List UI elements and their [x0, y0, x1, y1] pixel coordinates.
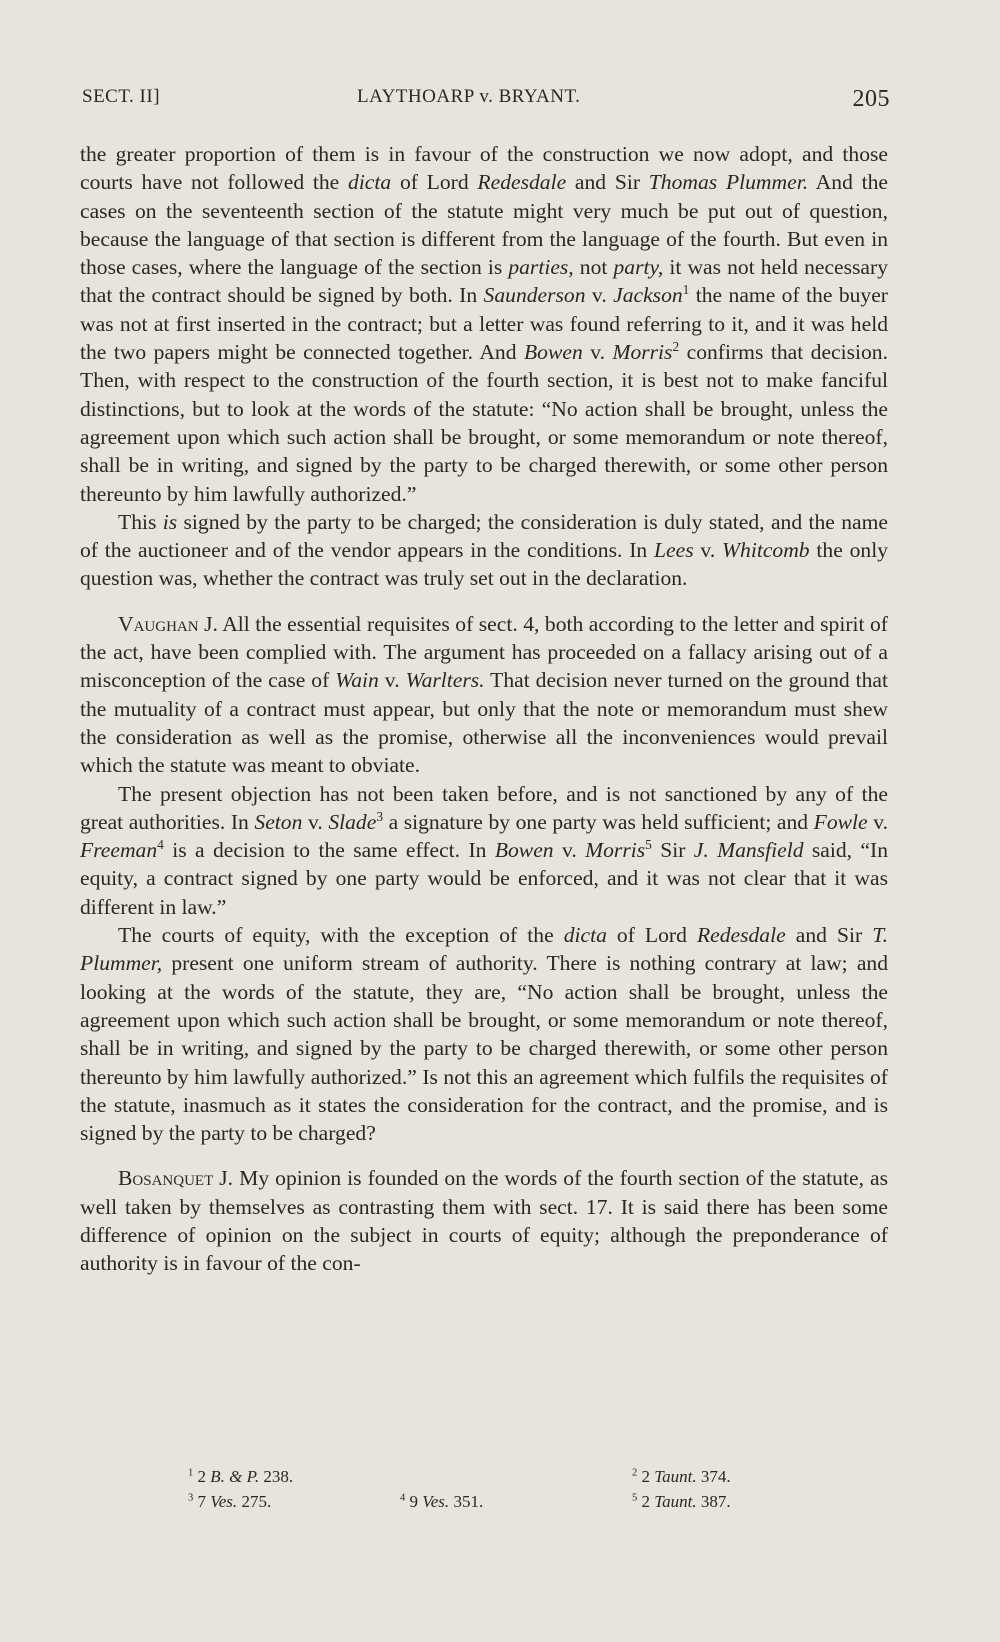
italic-text: Jackson — [613, 283, 683, 308]
text-run: v. — [378, 668, 406, 693]
text-run: v. — [553, 838, 586, 863]
italic-text: Lees — [654, 538, 694, 563]
italic-text: Fowle — [813, 809, 868, 834]
text-run: v. — [585, 283, 614, 308]
italic-text: dicta — [563, 923, 607, 948]
text-run: the name of the buyer was not at first inserted in the contract; but a letter was found referring to it, and it was held the two papers might be connected together. And — [80, 283, 888, 365]
italic-text: Seton — [254, 809, 303, 834]
italic-text: Wain — [335, 668, 379, 693]
text-run: 374. — [696, 1467, 731, 1486]
italic-text: J. Mansfield — [693, 838, 804, 863]
italic-text: Warlters. — [405, 668, 485, 693]
text-run: 2 — [637, 1467, 655, 1486]
italic-text: Thomas Plummer. — [648, 170, 809, 195]
body-text — [80, 140, 888, 1278]
text-run: Sir — [651, 838, 694, 863]
text-run: 2 — [637, 1492, 655, 1511]
text-run: 238. — [259, 1467, 294, 1486]
text-run: 9 — [405, 1492, 423, 1511]
page-number: 205 — [852, 86, 890, 112]
text-run: and Sir — [785, 923, 873, 948]
text-run: and Sir — [566, 170, 649, 195]
text-run: said, “In equity, a contract signed by one party would be enforced, and it was not clear that it was different in law.” — [80, 838, 888, 919]
text-run: the greater proportion of them is in favour of the construction we now adopt, and those courts have not followed the — [80, 142, 888, 195]
footnote-mark: 5 — [632, 1492, 638, 1504]
footnote-ref: 3 — [376, 808, 383, 824]
judge-name: Bosanquet — [118, 1166, 214, 1191]
text-run: And the cases on the seventeenth section of the statute might very much be put out of question, because the language of that section is different from the language of the fourth. But even in those cases, where the language of the section is — [80, 170, 888, 280]
italic-text: party, — [613, 255, 664, 280]
text-run: not — [573, 255, 614, 280]
italic-text: Redesdale — [477, 170, 567, 195]
italic-text: Bowen — [494, 838, 554, 863]
footnote — [400, 1489, 483, 1514]
italic-text: parties, — [508, 255, 574, 280]
footnote-mark: 1 — [188, 1467, 194, 1479]
text-run: J. My opinion is founded on the words of the fourth section of the statute, as well taken by themselves as contrasting them with sect. 17. It is said there has been some difference of opinion on the subject in courts of equity; although the preponderance of authority is in favour of the con- — [80, 1166, 888, 1276]
text-run: v. — [867, 809, 889, 834]
italic-text: is — [162, 509, 178, 534]
text-run: The courts of equity, with the exception of the — [118, 923, 564, 948]
text-run: 351. — [449, 1492, 484, 1511]
footnote — [632, 1464, 731, 1489]
italic-text: Morris — [585, 838, 646, 863]
section-marker: SECT. II] — [82, 86, 161, 107]
text-run: 387. — [696, 1492, 731, 1511]
italic-text: B. & P. — [210, 1467, 260, 1486]
footnote — [632, 1489, 731, 1514]
text-run: The present objection has not been taken before, and is not sanctioned by any of the great authorities. In — [80, 781, 888, 834]
text-run: signed by the party to be charged; the consideration is duly stated, and the name of the auctioneer and of the vendor appears in the conditions. In — [80, 509, 888, 563]
italic-text: Bowen — [523, 340, 583, 365]
footnotes — [80, 1464, 888, 1516]
text-run: v. — [582, 340, 613, 365]
italic-text: Ves. — [422, 1492, 450, 1511]
footnote-mark: 4 — [400, 1492, 406, 1504]
text-run: v. — [302, 809, 329, 834]
italic-text: Ves. — [210, 1492, 238, 1511]
text-run: 2 — [193, 1467, 211, 1486]
italic-text: Freeman — [80, 838, 158, 863]
footnote — [188, 1464, 293, 1489]
footnote-ref: 4 — [157, 836, 164, 852]
italic-text: T. Plummer, — [80, 923, 888, 976]
italic-text: Taunt. — [654, 1467, 697, 1486]
text-run: a signature by one party was held sufficient; and — [383, 809, 814, 834]
italic-text: Slade — [328, 809, 377, 834]
text-run: it was not held necessary that the contract should be signed by both. In — [80, 255, 888, 308]
italic-text: Saunderson — [483, 283, 586, 308]
paragraph — [80, 508, 888, 593]
italic-text: dicta — [348, 170, 392, 195]
italic-text: Redesdale — [696, 923, 786, 948]
footnote-mark: 2 — [632, 1467, 638, 1479]
judge-name: Vaughan — [118, 611, 199, 636]
footnote-ref: 5 — [645, 836, 652, 852]
text-run: 275. — [237, 1492, 272, 1511]
paragraph — [80, 140, 888, 508]
paragraph — [80, 780, 888, 921]
text-run: is a decision to the same effect. In — [163, 838, 495, 863]
paragraph — [80, 610, 888, 780]
text-run: present one uniform stream of authority. There is nothing contrary at law; and looking at the words of the statute, they are, “No action shall be brought, unless the agreement upon which such action shall be brought, or some memorandum or note thereof, shall be in writing, and signed by the party to be charged therewith, or some other person thereunto by him lawfully authorized.” Is not this an agreement which fulfils the requisites of the statute, inasmuch as it states the consideration for the contract, and the promise, and is signed by the party to be charged? — [80, 951, 888, 1146]
text-run: v. — [693, 538, 723, 563]
case-title: LAYTHOARP v. BRYANT. — [357, 86, 581, 107]
text-run: of Lord — [606, 923, 697, 948]
text-run: the only question was, whether the contract was truly set out in the declaration. — [80, 538, 888, 591]
italic-text: Taunt. — [654, 1492, 697, 1511]
footnote-ref: 2 — [672, 338, 680, 354]
text-run: of Lord — [391, 170, 478, 195]
paragraph — [80, 921, 888, 1147]
footnote — [188, 1489, 271, 1514]
paragraph — [80, 1164, 888, 1277]
running-header — [82, 86, 890, 116]
text-run: 7 — [193, 1492, 211, 1511]
footnote-mark: 3 — [188, 1492, 194, 1504]
italic-text: Morris — [612, 340, 673, 365]
italic-text: Whitcomb — [722, 538, 810, 563]
text-run: J. All the essential requisites of sect. 4, both according to the letter and spirit of the act, have been complied with. The argument has proceeded on a fallacy arising out of a misconception of the case of — [80, 611, 888, 693]
text-run: confirms that decision. Then, with respect to the construction of the fourth section, it is best not to make fanciful distinctions, but to look at the words of the statute: “No action shall be brought, unless the agreement upon which such action shall be brought, or some memorandum or note thereof, shall be in writing, and signed by the party to be charged therewith, or some other person thereunto by him lawfully authorized.” — [80, 340, 889, 506]
text-run: This — [118, 509, 163, 534]
text-run: That decision never turned on the ground that the mutuality of a contract must appear, but only that the note or memorandum must shew the consideration as well as the promise, otherwise all the inconveniences would prevail which the statute was meant to obviate. — [80, 668, 888, 778]
footnote-ref: 1 — [682, 282, 690, 298]
